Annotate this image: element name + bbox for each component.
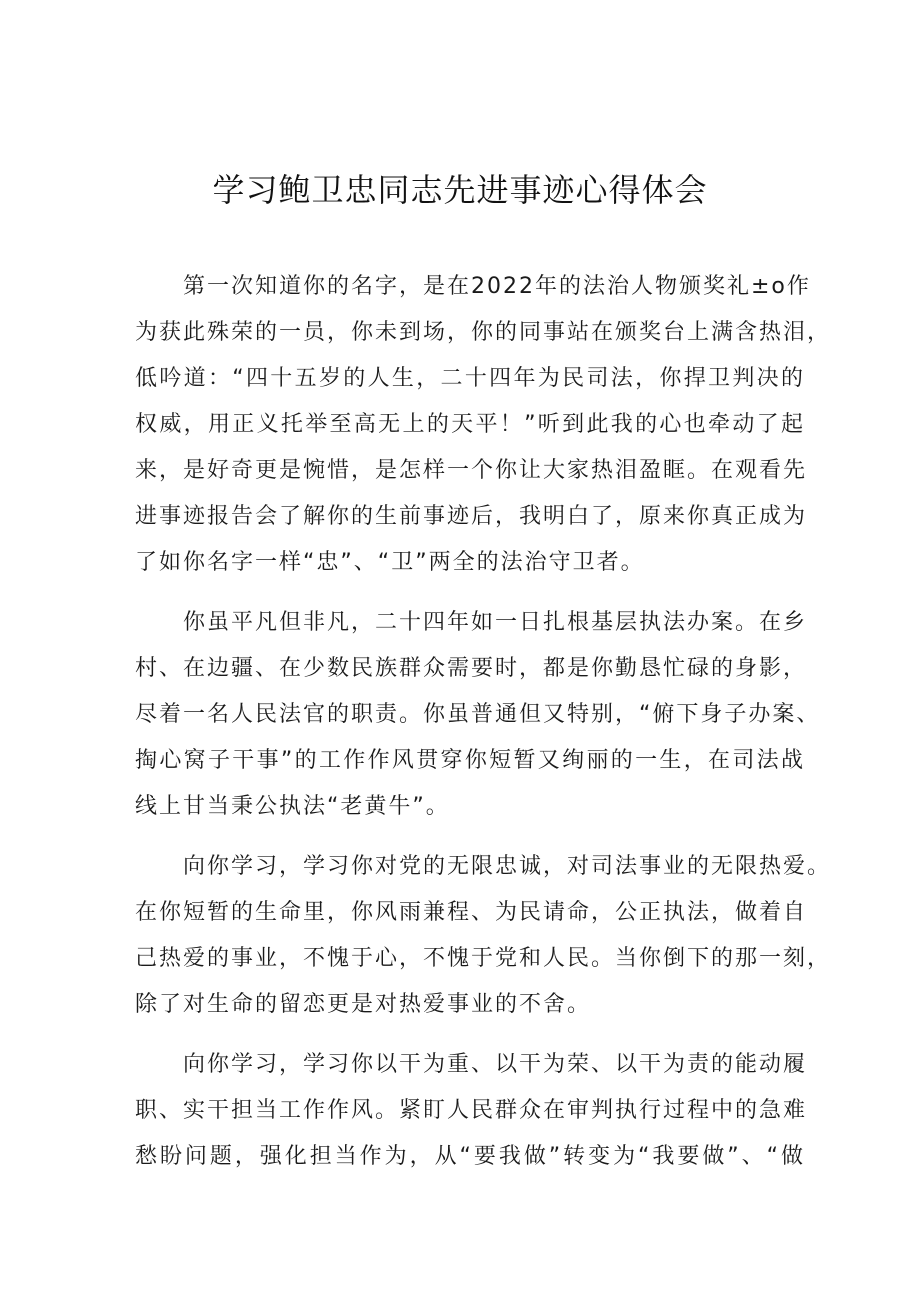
- text-line: 尽着一名人民法官的职责。你虽普通但又特别，“俯下身子办案、: [135, 702, 821, 727]
- text-line: 在你短暂的生命里，你风雨兼程、为民请命，公正执法，做着自: [135, 900, 808, 925]
- text-line: 你虽平凡但非凡，二十四年如一日扎根基层执法办案。在乡: [183, 610, 808, 635]
- text-line: 第一次知道你的名字，是在2022年的法治人物颁奖礼±o作: [183, 274, 811, 299]
- document-title: 学习鲍卫忠同志先进事迹心得体会: [212, 171, 708, 209]
- paragraph-1: [135, 264, 832, 586]
- text-line: 向你学习，学习你对党的无限忠诚，对司法事业的无限热爱。: [183, 854, 832, 879]
- paragraph-4: [135, 1042, 808, 1180]
- text-line: 己热爱的事业，不愧于心，不愧于党和人民。当你倒下的那一刻，: [135, 946, 832, 971]
- text-line: 了如你名字一样“忠”、“卫”两全的法治守卫者。: [135, 550, 645, 575]
- paragraph-2: [135, 600, 821, 830]
- text-line: 来，是好奇更是惋惜，是怎样一个你让大家热泪盈眶。在观看先: [135, 458, 808, 483]
- text-line: 愁盼问题，强化担当作为，从“要我做”转变为“我要做”、“做: [135, 1144, 805, 1169]
- text-line: 低吟道：“四十五岁的人生，二十四年为民司法，你捍卫判决的: [135, 366, 805, 391]
- document-body: [135, 264, 832, 1194]
- text-line: 线上甘当秉公执法“老黄牛”。: [135, 794, 450, 819]
- text-line: 职、实干担当工作作风。紧盯人民群众在审判执行过程中的急难: [135, 1098, 808, 1123]
- text-line: 权威，用正义托举至高无上的天平！”听到此我的心也牵动了起: [135, 412, 805, 437]
- text-line: 村、在边疆、在少数民族群众需要时，都是你勤恳忙碌的身影，: [135, 656, 808, 681]
- paragraph-3: [135, 844, 832, 1028]
- text-line: 为获此殊荣的一员，你未到场，你的同事站在颁奖台上满含热泪，: [135, 320, 832, 345]
- text-line: 除了对生命的留恋更是对热爱事业的不舍。: [135, 992, 592, 1017]
- text-line: 掏心窝子干事”的工作作风贯穿你短暂又绚丽的一生，在司法战: [135, 748, 805, 773]
- text-line: 进事迹报告会了解你的生前事迹后，我明白了，原来你真正成为: [135, 504, 808, 529]
- text-line: 向你学习，学习你以干为重、以干为荣、以干为责的能动履: [183, 1052, 808, 1077]
